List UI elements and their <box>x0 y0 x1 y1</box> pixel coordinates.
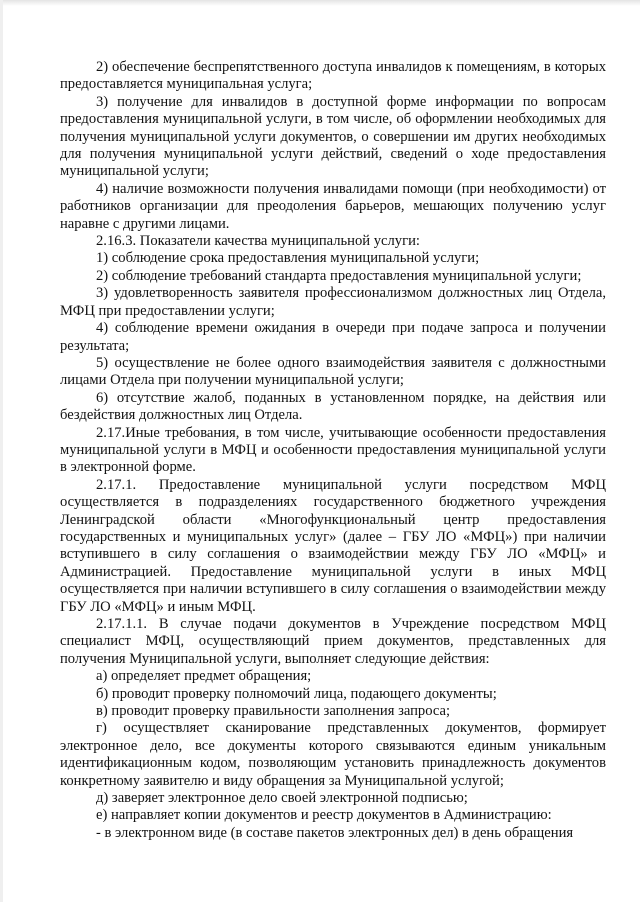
paragraph-action-v: в) проводит проверку правильности заполнения запроса; <box>96 703 451 720</box>
paragraph-accessibility-4: 4) наличие возможности получения инвалидами помощи (при необходимости) от работников организации для преодоления барьеров, мешающих получению услуг наравне с другими лицами. <box>60 180 606 232</box>
paragraph-quality-5: 5) осуществление не более одного взаимодействия заявителя с должностными лицами Отдела при получении муниципальной услуги; <box>60 354 606 389</box>
paragraph-section-2-17-1: 2.17.1. Предоставление муниципальной услуги посредством МФЦ осуществляется в подразделениях государственного бюджетного учреждения Ленинградской области «Многофункциональный центр предоставления государственных и муниципальных услуг» (далее – ГБУ ЛО «МФЦ») при наличии вступившего в силу соглашения о взаимодействии между ГБУ ЛО «МФЦ» и Администрацией. Предоставление муниципальной услуги в иных МФЦ осуществляется при наличии вступившего в силу соглашения о взаимодействии между ГБУ ЛО «МФЦ» и иным МФЦ. <box>60 476 606 615</box>
paragraph-quality-6: 6) отсутствие жалоб, поданных в установленном порядке, на действия или бездействия должностных лиц Отдела. <box>60 389 606 424</box>
paragraph-action-e: е) направляет копии документов и реестр документов в Администрацию: <box>96 807 552 824</box>
paragraph-quality-3: 3) удовлетворенность заявителя профессионализмом должностных лиц Отдела, МФЦ при предоставлении услуги; <box>60 285 606 319</box>
paragraph-quality-2: 2) соблюдение требований стандарта предоставления муниципальной услуги; <box>96 267 582 284</box>
paragraph-action-b: б) проводит проверку полномочий лица, подающего документы; <box>96 685 497 702</box>
paragraph-quality-heading: 2.16.3. Показатели качества муниципальной услуги: <box>96 233 420 250</box>
paragraph-electronic-form: - в электронном виде (в составе пакетов электронных дел) в день обращения <box>96 824 574 841</box>
paragraph-action-d: д) заверяет электронное дело своей электронной подписью; <box>96 790 468 807</box>
scan-edge-left <box>0 0 3 902</box>
paragraph-quality-1: 1) соблюдение срока предоставления муниципальной услуги; <box>96 250 480 267</box>
paragraph-action-a: а) определяет предмет обращения; <box>96 668 312 685</box>
paragraph-accessibility-2: 2) обеспечение беспрепятственного доступа инвалидов к помещениям, в которых предоставляется муниципальная услуга; <box>60 59 606 93</box>
paragraph-quality-4: 4) соблюдение времени ожидания в очереди при подаче запроса и получении результата; <box>60 320 606 354</box>
paragraph-section-2-17: 2.17.Иные требования, в том числе, учитывающие особенности предоставления муниципальной услуги в МФЦ и особенности предоставления муниципальной услуги в электронной форме. <box>60 424 606 476</box>
paragraph-accessibility-3: 3) получение для инвалидов в доступной форме информации по вопросам предоставления муниципальной услуги, в том числе, об оформлении необходимых для получения муниципальной услуги документов, о совершении им других необходимых для получения муниципальной услуги действий, сведений о ходе предоставления муниципальной услуги; <box>60 93 606 180</box>
document-body <box>60 59 606 842</box>
scan-edge-top <box>0 0 640 6</box>
paragraph-section-2-17-1-1: 2.17.1.1. В случае подачи документов в Учреждение посредством МФЦ специалист МФЦ, осуществляющий прием документов, представленных для получения Муниципальной услуги, выполняет следующие действия: <box>60 616 606 667</box>
paragraph-action-g: г) осуществляет сканирование представленных документов, формирует электронное дело, все документы которого связываются единым уникальным идентификационным кодом, позволяющим установить принадлежность документов конкретному заявителю и виду обращения за Муниципальной услугой; <box>60 720 606 789</box>
